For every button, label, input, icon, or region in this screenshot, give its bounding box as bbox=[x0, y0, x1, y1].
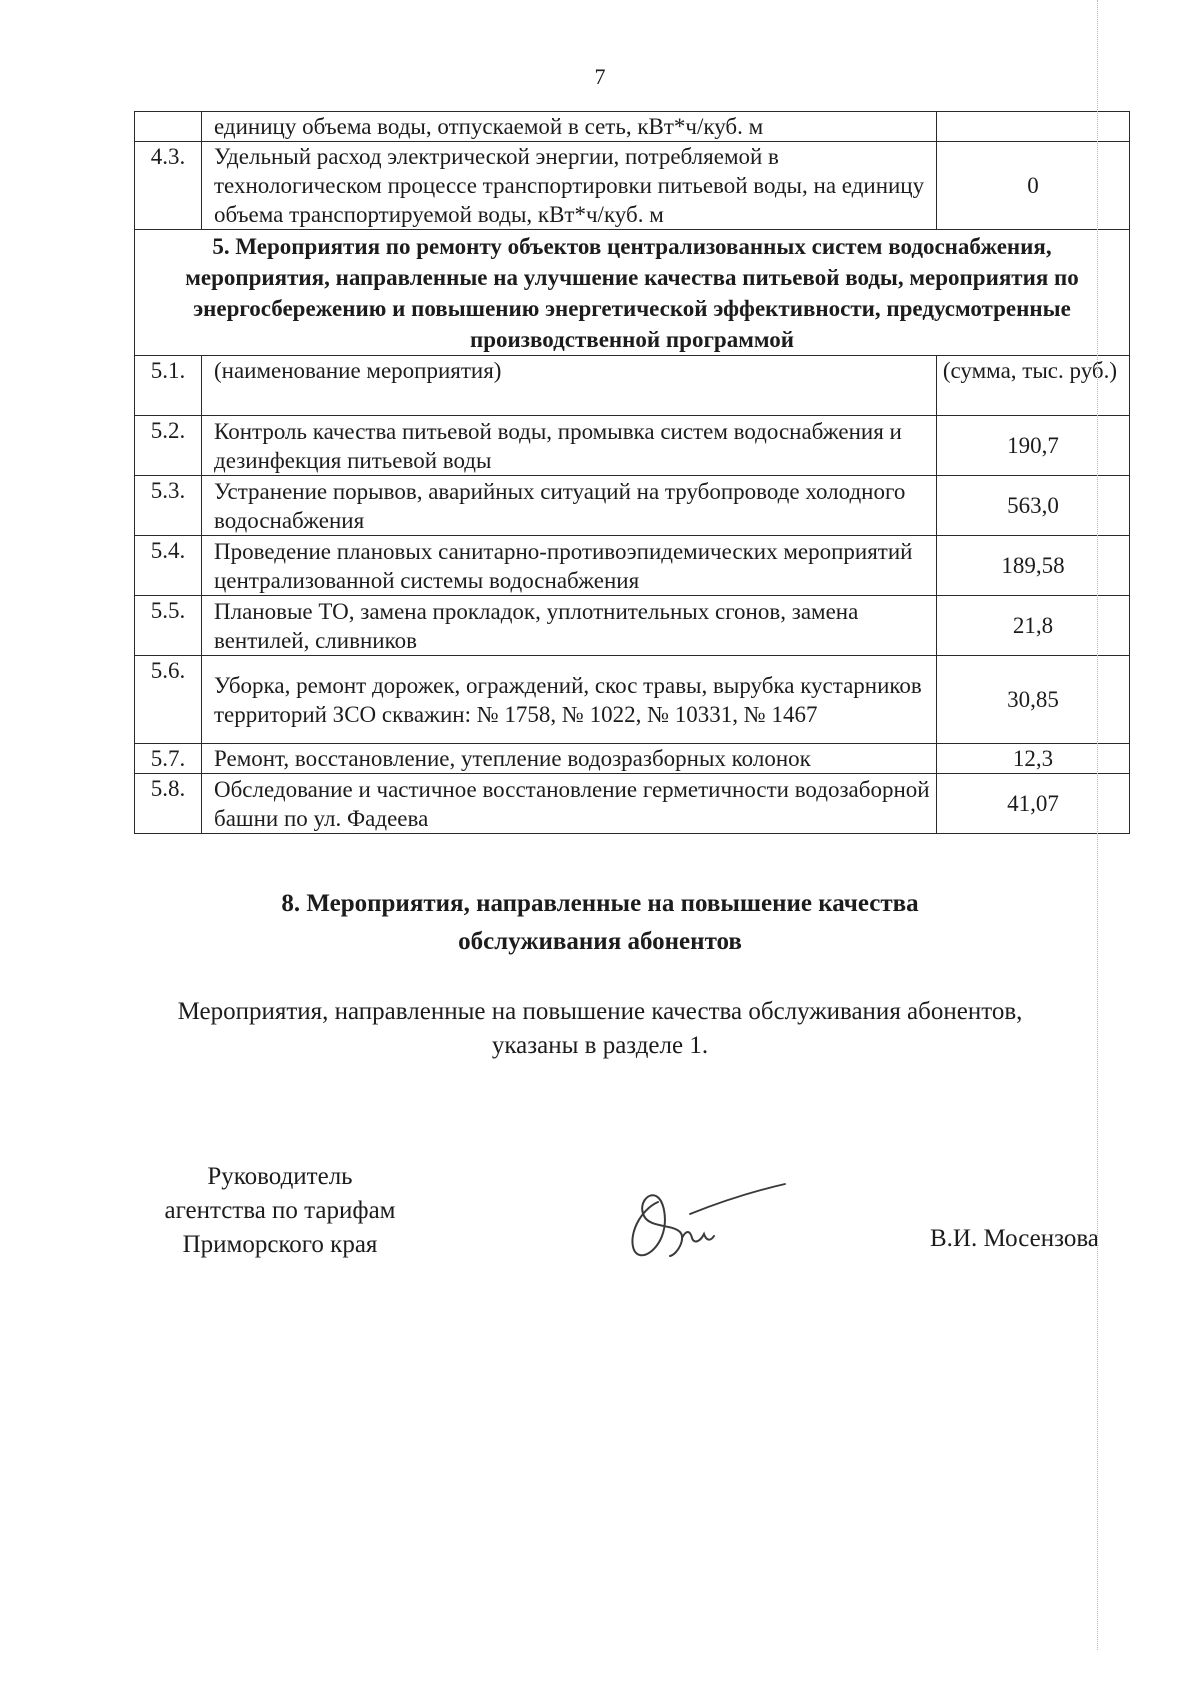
row-number bbox=[135, 112, 202, 142]
row-value: 190,7 bbox=[937, 416, 1130, 476]
row-text: Обследование и частичное восстановление герметичности водозаборной башни по ул. Фадеева bbox=[202, 774, 937, 834]
row-value: 41,07 bbox=[937, 774, 1130, 834]
row-number: 5.5. bbox=[135, 596, 202, 656]
row-text: Уборка, ремонт дорожек, ограждений, скос травы, вырубка кустарников территорий ЗСО скважин: № 1758, № 1022, № 10331, № 1467 bbox=[202, 656, 937, 744]
row-value: 0 bbox=[937, 142, 1130, 230]
row-number: 5.8. bbox=[135, 774, 202, 834]
signer-title bbox=[130, 1160, 430, 1262]
row-text: единицу объема воды, отпускаемой в сеть, кВт*ч/куб. м bbox=[202, 112, 937, 142]
row-value: 189,58 bbox=[937, 536, 1130, 596]
row-value: 563,0 bbox=[937, 476, 1130, 536]
section-8-text bbox=[0, 995, 1200, 1063]
row-number: 5.4. bbox=[135, 536, 202, 596]
row-number: 4.3. bbox=[135, 142, 202, 230]
row-text: Плановые ТО, замена прокладок, уплотнительных сгонов, замена вентилей, сливников bbox=[202, 596, 937, 656]
row-text: Устранение порывов, аварийных ситуаций на трубопроводе холодного водоснабжения bbox=[202, 476, 937, 536]
signer-name: В.И. Мосензова bbox=[930, 1225, 1099, 1252]
table-row bbox=[135, 774, 1130, 834]
section-8-heading-line: обслуживания абонентов bbox=[458, 928, 742, 955]
table-row bbox=[135, 356, 1130, 416]
signer-title-line: Руководитель bbox=[207, 1163, 353, 1190]
table-row bbox=[135, 476, 1130, 536]
page-number: 7 bbox=[594, 64, 606, 89]
measures-table bbox=[134, 111, 1130, 834]
table-row bbox=[135, 536, 1130, 596]
signer-title-line: агентства по тарифам bbox=[164, 1197, 396, 1224]
row-number: 5.2. bbox=[135, 416, 202, 476]
row-text: Удельный расход электрической энергии, потребляемой в технологическом процессе транспортировки питьевой воды, на единицу объема транспортируемой воды, кВт*ч/куб. м bbox=[202, 142, 937, 230]
table-row bbox=[135, 596, 1130, 656]
row-number: 5.7. bbox=[135, 744, 202, 774]
table-row bbox=[135, 112, 1130, 142]
section-8-text-line: Мероприятия, направленные на повышение качества обслуживания абонентов, bbox=[177, 998, 1023, 1025]
row-text: Проведение плановых санитарно-противоэпидемических мероприятий централизованной системы водоснабжения bbox=[202, 536, 937, 596]
section-8-heading-line: 8. Мероприятия, направленные на повышение качества bbox=[281, 890, 919, 917]
row-value: 12,3 bbox=[937, 744, 1130, 774]
section-5-heading: 5. Мероприятия по ремонту объектов централизованных систем водоснабжения, мероприятия, направленные на улучшение качества питьевой воды, мероприятия по энергосбережению и повышению энергетической эффективности, предусмотренные производственной программой bbox=[135, 230, 1130, 356]
table-row bbox=[135, 416, 1130, 476]
section-8-text-line: указаны в разделе 1. bbox=[491, 1032, 709, 1059]
table-section-row bbox=[135, 230, 1130, 356]
row-text: (наименование мероприятия) bbox=[202, 356, 937, 416]
row-number: 5.6. bbox=[135, 656, 202, 744]
table-row bbox=[135, 744, 1130, 774]
table-row bbox=[135, 656, 1130, 744]
signer-title-line: Приморского края bbox=[182, 1231, 378, 1258]
row-value: (сумма, тыс. руб.) bbox=[937, 356, 1130, 416]
handwritten-signature bbox=[620, 1180, 790, 1270]
scan-artifact-line bbox=[1097, 0, 1098, 1650]
row-number: 5.3. bbox=[135, 476, 202, 536]
row-value: 30,85 bbox=[937, 656, 1130, 744]
section-8-heading bbox=[0, 885, 1200, 961]
row-text: Контроль качества питьевой воды, промывка систем водоснабжения и дезинфекция питьевой воды bbox=[202, 416, 937, 476]
row-value: 21,8 bbox=[937, 596, 1130, 656]
table-row bbox=[135, 142, 1130, 230]
row-number: 5.1. bbox=[135, 356, 202, 416]
row-text: Ремонт, восстановление, утепление водозразборных колонок bbox=[202, 744, 937, 774]
row-value bbox=[937, 112, 1130, 142]
